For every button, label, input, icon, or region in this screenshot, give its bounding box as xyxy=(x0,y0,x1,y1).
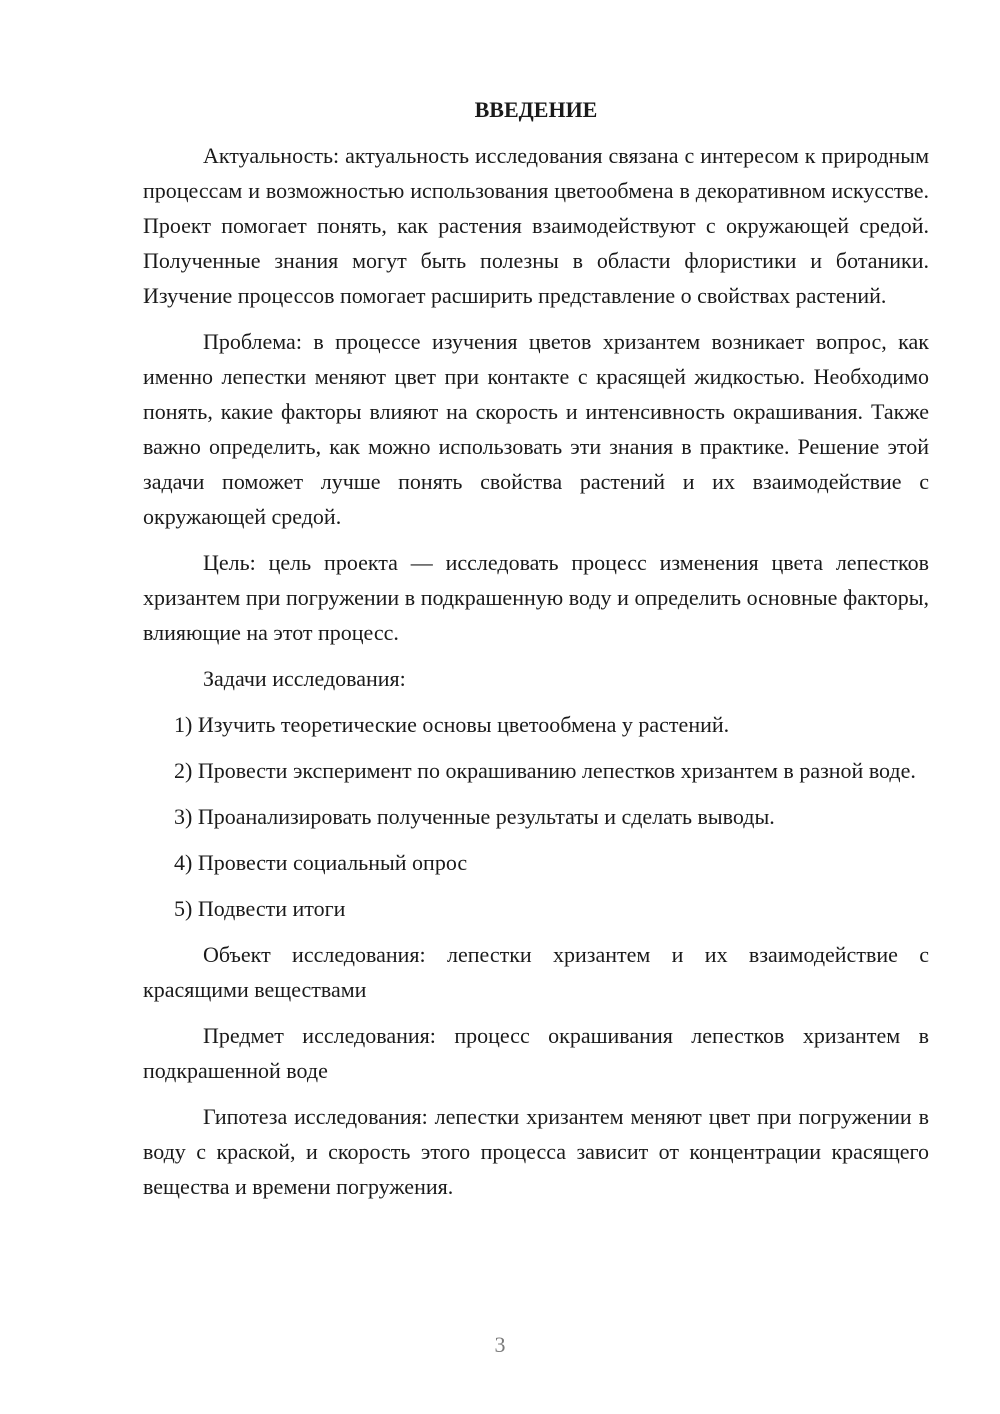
page-number: 3 xyxy=(494,1332,506,1357)
hypothesis-paragraph: Гипотеза исследования: лепестки хризантем меняют цвет при погружении в воду с краской, и скорость этого процесса зависит от концентрации красящего вещества и времени погружения. xyxy=(143,1104,929,1199)
tasks-heading: Задачи исследования: xyxy=(203,666,406,691)
task-item-1: 1) Изучить теоретические основы цветообмена у растений. xyxy=(174,712,730,737)
task-item-5: 5) Подвести итоги xyxy=(174,896,346,921)
task-item-4: 4) Провести социальный опрос xyxy=(174,850,468,875)
object-paragraph: Объект исследования: лепестки хризантем и их взаимодействие с красящими веществами xyxy=(143,942,929,1002)
page-body xyxy=(143,92,929,1215)
subject-paragraph: Предмет исследования: процесс окрашивания лепестков хризантем в подкрашенной воде xyxy=(143,1023,929,1083)
relevance-paragraph: Актуальность: актуальность исследования связана с интересом к природным процессам и возможностью использования цветообмена в декоративном искусстве. Проект помогает понять, как растения взаимодействуют с окружающей средой. Полученные знания могут быть полезны в области флористики и ботаники. Изучение процессов помогает расширить представление о свойствах растений. xyxy=(143,143,929,308)
problem-paragraph: Проблема: в процессе изучения цветов хризантем возникает вопрос, как именно лепестки меняют цвет при контакте с красящей жидкостью. Необходимо понять, какие факторы влияют на скорость и интенсивность окрашивания. Также важно определить, как можно использовать эти знания в практике. Решение этой задачи поможет лучше понять свойства растений и их взаимодействие с окружающей средой. xyxy=(143,329,929,529)
task-item-3: 3) Проанализировать полученные результаты и сделать выводы. xyxy=(174,804,775,829)
section-title: ВВЕДЕНИЕ xyxy=(474,97,598,122)
task-item-2: 2) Провести эксперимент по окрашиванию лепестков хризантем в разной воде. xyxy=(174,758,916,783)
goal-paragraph: Цель: цель проекта — исследовать процесс изменения цвета лепестков хризантем при погружении в подкрашенную воду и определить основные факторы, влияющие на этот процесс. xyxy=(143,550,929,645)
